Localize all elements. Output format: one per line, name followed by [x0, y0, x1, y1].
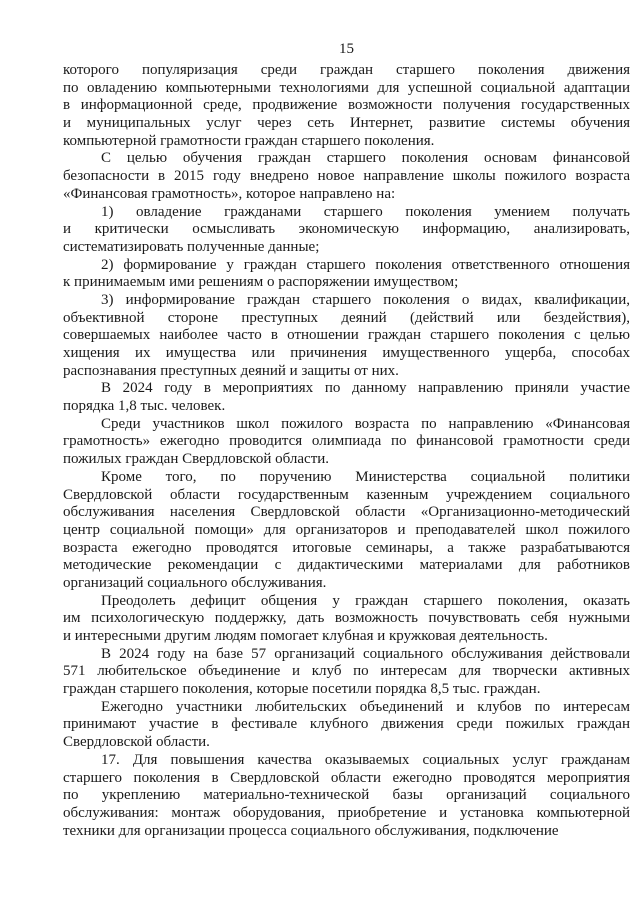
page-number: 15	[339, 41, 354, 57]
paragraph	[63, 62, 630, 150]
text-line: объективной стороне преступных деяний (действий или бездействия),	[63, 309, 630, 326]
text-line: систематизировать полученные данные;	[63, 238, 320, 255]
paragraph	[63, 416, 630, 469]
text-line: методические рекомендации с дидактическими материалами для работников	[63, 557, 630, 574]
paragraph	[63, 752, 630, 840]
text-line: Преодолеть дефицит общения у граждан старшего поколения, оказать	[101, 592, 630, 609]
text-block	[63, 40, 630, 840]
text-line: обслуживания населения Свердловской области «Организационно-методический	[63, 504, 630, 521]
text-line: 571 любительское объединение и клуб по интересам для творчески активных	[63, 663, 630, 680]
text-line: и муниципальных услуг через сеть Интернет, развитие системы обучения	[63, 115, 630, 132]
paragraph	[63, 204, 630, 257]
text-line: старшего поколения в Свердловской области ежегодно проводятся мероприятия	[63, 769, 630, 786]
text-line: центр социальной помощи» для организаторов и преподавателей школ пожилого	[63, 521, 630, 538]
text-line: компьютерной грамотности граждан старшего поколения.	[63, 132, 435, 149]
paragraph	[63, 150, 630, 203]
text-line: и критически осмысливать экономическую информацию, анализировать,	[63, 221, 630, 238]
paragraph	[63, 257, 630, 292]
text-line: и интересными другим людям помогает клубная и кружковая деятельность.	[63, 628, 548, 644]
text-line: по укреплению материально-технической базы организаций социального	[63, 787, 630, 804]
text-line: Свердловской области государственным казенным учреждением социального	[63, 486, 630, 503]
text-line: которого популяризация среди граждан старшего поколения движения	[63, 62, 630, 78]
text-line: В 2024 году на базе 57 организаций социального обслуживания действовали	[101, 645, 630, 662]
text-line: принимают участие в фестивале клубного движения среди пожилых граждан	[63, 716, 630, 733]
text-line: 2) формирование у граждан старшего поколения ответственного отношения	[101, 256, 630, 273]
paragraph	[63, 380, 630, 415]
text-line: организаций социального обслуживания.	[63, 574, 327, 591]
text-line: Ежегодно участники любительских объединений и клубов по интересам	[101, 698, 630, 715]
text-line: грамотность» ежегодно проводится олимпиада по финансовой грамотности среди	[63, 433, 630, 450]
text-line: в информационной среде, продвижение возможности получения государственных	[63, 97, 630, 114]
text-line: В 2024 году в мероприятиях по данному направлению приняли участие	[101, 380, 630, 397]
text-line: граждан старшего поколения, которые посетили порядка 8,5 тыс. граждан.	[63, 681, 541, 698]
text-line: пожилых граждан Свердловской области.	[63, 451, 330, 468]
text-line: 17. Для повышения качества оказываемых социальных услуг гражданам	[101, 751, 630, 768]
text-line: по овладению компьютерными технологиями для успешной социальной адаптации	[63, 79, 630, 96]
paragraph	[63, 593, 630, 646]
text-line: им психологическую поддержку, дать возможность почувствовать себя нужными	[63, 610, 630, 627]
text-line: техники для организации процесса социального обслуживания, подключение	[63, 822, 559, 839]
text-line: С целью обучения граждан старшего поколения основам финансовой	[101, 150, 630, 167]
text-line: порядка 1,8 тыс. человек.	[63, 398, 226, 415]
text-line: возраста ежегодно проводятся итоговые семинары, а также разрабатываются	[63, 539, 630, 556]
paragraph	[63, 699, 630, 752]
text-line: совершаемых наиболее часто в отношении граждан старшего поколения с целью	[63, 327, 630, 344]
text-line: Кроме того, по поручению Министерства социальной политики	[101, 468, 630, 485]
text-line: «Финансовая грамотность», которое направлено на:	[63, 185, 396, 202]
paragraph	[63, 646, 630, 699]
text-line: обслуживания: монтаж оборудования, приобретение и установка компьютерной	[63, 804, 630, 821]
text-line: хищения их имущества или причинения имущественного ущерба, способах	[63, 345, 630, 361]
text-line: распознавания преступных деяний и защиты от них.	[63, 362, 399, 379]
text-line: к принимаемым ими решениям о распоряжении имуществом;	[63, 274, 459, 291]
document-body	[63, 62, 630, 840]
text-line: 1) овладение гражданами старшего поколения умением получать	[101, 203, 630, 220]
text-line: Свердловской области.	[63, 734, 210, 751]
text-line: безопасности в 2015 году внедрено новое направление школы пожилого возраста	[63, 168, 630, 185]
text-line: Среди участников школ пожилого возраста по направлению «Финансовая	[101, 415, 630, 432]
text-line: 3) информирование граждан старшего поколения о видах, квалификации,	[101, 291, 630, 308]
paragraph	[63, 292, 630, 380]
paragraph	[63, 469, 630, 593]
